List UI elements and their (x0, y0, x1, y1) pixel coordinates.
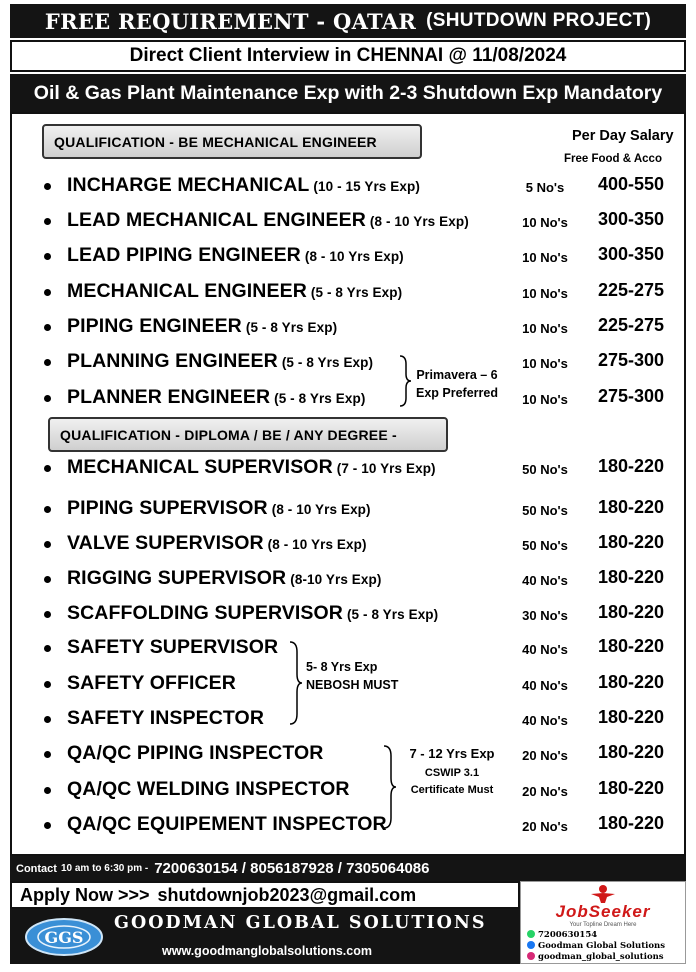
bullet-icon (44, 253, 51, 260)
job-title: LEAD MECHANICAL ENGINEER (67, 209, 366, 231)
job-title: PLANNER ENGINEER (67, 386, 271, 408)
job-salary: 225-275 (597, 280, 665, 300)
job-title: QA/QC EQUIPEMENT INSPECTOR (67, 813, 387, 835)
bullet-icon (44, 218, 51, 225)
bullet-icon (44, 541, 51, 548)
company-logo-text: GGS (44, 928, 84, 947)
contact-label: Contact (16, 862, 57, 875)
title-main: FREE REQUIREMENT - QATAR (44, 8, 417, 34)
job-count: 20 No's (522, 748, 568, 763)
bullet-icon (44, 645, 51, 652)
safety-note (306, 658, 398, 694)
job-count: 40 No's (522, 642, 568, 657)
job-experience: (10 - 15 Yrs Exp) (313, 179, 420, 194)
list-item (0, 567, 696, 597)
bullet-icon (44, 289, 51, 296)
job-experience: (8 - 10 Yrs Exp) (267, 537, 367, 552)
job-count: 40 No's (522, 573, 568, 588)
company-logo (22, 915, 106, 959)
list-item (0, 209, 696, 239)
list-item (0, 742, 696, 772)
job-count: 20 No's (522, 784, 568, 799)
job-title: PIPING ENGINEER (67, 315, 242, 337)
bullet-icon (44, 465, 51, 472)
job-title: MECHANICAL SUPERVISOR (67, 456, 333, 478)
list-item (0, 174, 696, 204)
qa-note-line: CSWIP 3.1 (424, 766, 480, 779)
job-title: SAFETY INSPECTOR (67, 707, 264, 729)
job-title: SCAFFOLDING SUPERVISOR (67, 602, 343, 624)
brace-icon (398, 354, 412, 408)
job-salary: 180-220 (597, 813, 665, 833)
job-experience: (5 - 8 Yrs Exp) (281, 355, 374, 370)
title-project: (SHUTDOWN PROJECT) (426, 10, 652, 31)
qualification-be-mechanical: QUALIFICATION - BE MECHANICAL ENGINEER (42, 124, 422, 159)
experience-line: Oil & Gas Plant Maintenance Exp with 2-3 Shutdown Exp Mandatory (10, 74, 686, 112)
qa-note-line: 7 - 12 Yrs Exp (409, 746, 495, 761)
job-salary: 180-220 (597, 742, 665, 762)
job-salary: 180-220 (597, 497, 665, 517)
job-count: 40 No's (522, 678, 568, 693)
bullet-icon (44, 576, 51, 583)
job-experience: (8-10 Yrs Exp) (290, 572, 382, 587)
contact-phones[interactable]: 7200630154 / 8056187928 / 7305064086 (154, 860, 430, 877)
job-count: 50 No's (522, 462, 568, 477)
qa-note (404, 744, 500, 800)
bullet-icon (44, 395, 51, 402)
interview-line: Direct Client Interview in CHENNAI @ 11/08/2024 (10, 40, 686, 72)
company-name: GOODMAN GLOBAL SOLUTIONS (114, 913, 487, 933)
primavera-note-line: Primavera – 6 (416, 368, 498, 382)
job-salary: 400-550 (597, 174, 665, 194)
job-count: 10 No's (522, 250, 568, 265)
bullet-icon (44, 324, 51, 331)
job-count: 10 No's (522, 321, 568, 336)
list-item (0, 778, 696, 808)
job-count: 50 No's (522, 503, 568, 518)
facebook-contact[interactable] (527, 941, 665, 951)
jobseeker-panel (520, 881, 686, 964)
list-item (0, 532, 696, 562)
job-title: QA/QC PIPING INSPECTOR (67, 742, 324, 764)
company-website-link[interactable]: www.goodmanglobalsolutions.com (162, 944, 372, 958)
facebook-icon (527, 941, 535, 949)
safety-note-line: 5- 8 Yrs Exp (306, 660, 378, 674)
jobseeker-figure-icon (587, 884, 619, 904)
job-salary: 180-220 (597, 532, 665, 552)
job-count: 10 No's (522, 215, 568, 230)
apply-label: Apply Now >>> (20, 884, 150, 905)
brace-icon (382, 744, 398, 830)
job-title: LEAD PIPING ENGINEER (67, 244, 301, 266)
whatsapp-contact[interactable] (527, 930, 597, 940)
list-item (0, 315, 696, 345)
apply-email-link[interactable]: shutdownjob2023@gmail.com (157, 884, 417, 905)
instagram-handle: goodman_global_solutions (538, 952, 664, 962)
primavera-note-line: Exp Preferred (416, 386, 498, 401)
job-title: MECHANICAL ENGINEER (67, 280, 307, 302)
job-count: 10 No's (522, 286, 568, 301)
salary-header-sub: Free Food & Acco (564, 153, 662, 165)
bullet-icon (44, 506, 51, 513)
brace-icon (288, 640, 304, 726)
jobseeker-brand: JobSeeker (555, 902, 651, 921)
list-item (0, 456, 696, 486)
job-salary: 180-220 (597, 636, 665, 656)
qa-note-line: Certificate Must (410, 784, 494, 797)
bullet-icon (44, 716, 51, 723)
contact-time: 10 am to 6:30 pm - (60, 863, 149, 874)
list-item (0, 350, 696, 380)
whatsapp-number: 7200630154 (538, 930, 598, 940)
job-salary: 225-275 (597, 315, 665, 335)
job-salary: 180-220 (597, 456, 665, 476)
job-title: RIGGING SUPERVISOR (67, 567, 287, 589)
job-experience: (8 - 10 Yrs Exp) (271, 502, 371, 517)
whatsapp-icon (527, 930, 535, 938)
job-salary: 275-300 (597, 350, 665, 370)
job-title: PLANNING ENGINEER (67, 350, 278, 372)
salary-header-title: Per Day Salary (572, 128, 674, 144)
job-count: 50 No's (522, 538, 568, 553)
bullet-icon (44, 787, 51, 794)
job-count: 40 No's (522, 713, 568, 728)
job-experience: (7 - 10 Yrs Exp) (336, 461, 436, 476)
bullet-icon (44, 681, 51, 688)
job-count: 10 No's (522, 356, 568, 371)
title-banner (10, 4, 686, 38)
job-title: INCHARGE MECHANICAL (67, 174, 310, 196)
job-experience: (5 - 8 Yrs Exp) (274, 391, 366, 406)
job-title: VALVE SUPERVISOR (67, 532, 264, 554)
primavera-note (416, 366, 498, 402)
company-bar (10, 909, 520, 964)
apply-bar (10, 881, 520, 909)
job-salary: 180-220 (597, 707, 665, 727)
list-item (0, 602, 696, 632)
safety-note-line: NEBOSH MUST (306, 678, 399, 693)
job-salary: 300-350 (597, 209, 665, 229)
job-title: SAFETY OFFICER (67, 672, 236, 694)
instagram-contact[interactable] (527, 952, 664, 962)
list-item (0, 244, 696, 274)
job-salary: 180-220 (597, 778, 665, 798)
bullet-icon (44, 611, 51, 618)
job-count: 20 No's (522, 819, 568, 834)
job-experience: (5 - 8 Yrs Exp) (346, 607, 439, 622)
job-title: QA/QC WELDING INSPECTOR (67, 778, 350, 800)
qualification-diploma: QUALIFICATION - DIPLOMA / BE / ANY DEGREE - (48, 417, 448, 452)
list-item (0, 813, 696, 843)
list-item (0, 707, 696, 737)
job-experience: (8 - 10 Yrs Exp) (304, 249, 404, 264)
job-count: 30 No's (522, 608, 568, 623)
list-item (0, 280, 696, 310)
facebook-handle: Goodman Global Solutions (538, 941, 665, 951)
job-title: PIPING SUPERVISOR (67, 497, 268, 519)
job-count: 5 No's (525, 180, 565, 195)
jobseeker-tagline: Your Topline Dream Here (569, 922, 637, 928)
bullet-icon (44, 751, 51, 758)
list-item (0, 497, 696, 527)
instagram-icon (527, 952, 535, 960)
bullet-icon (44, 183, 51, 190)
list-item (0, 386, 696, 416)
job-salary: 180-220 (597, 567, 665, 587)
job-salary: 300-350 (597, 244, 665, 264)
bullet-icon (44, 822, 51, 829)
job-experience: (5 - 8 Yrs Exp) (310, 285, 403, 300)
job-experience: (8 - 10 Yrs Exp) (369, 214, 469, 229)
job-salary: 180-220 (597, 602, 665, 622)
contact-bar (10, 856, 686, 881)
job-salary: 180-220 (597, 672, 665, 692)
job-experience: (5 - 8 Yrs Exp) (245, 320, 338, 335)
job-salary: 275-300 (597, 386, 665, 406)
job-title: SAFETY SUPERVISOR (67, 636, 279, 658)
bullet-icon (44, 359, 51, 366)
job-count: 10 No's (522, 392, 568, 407)
